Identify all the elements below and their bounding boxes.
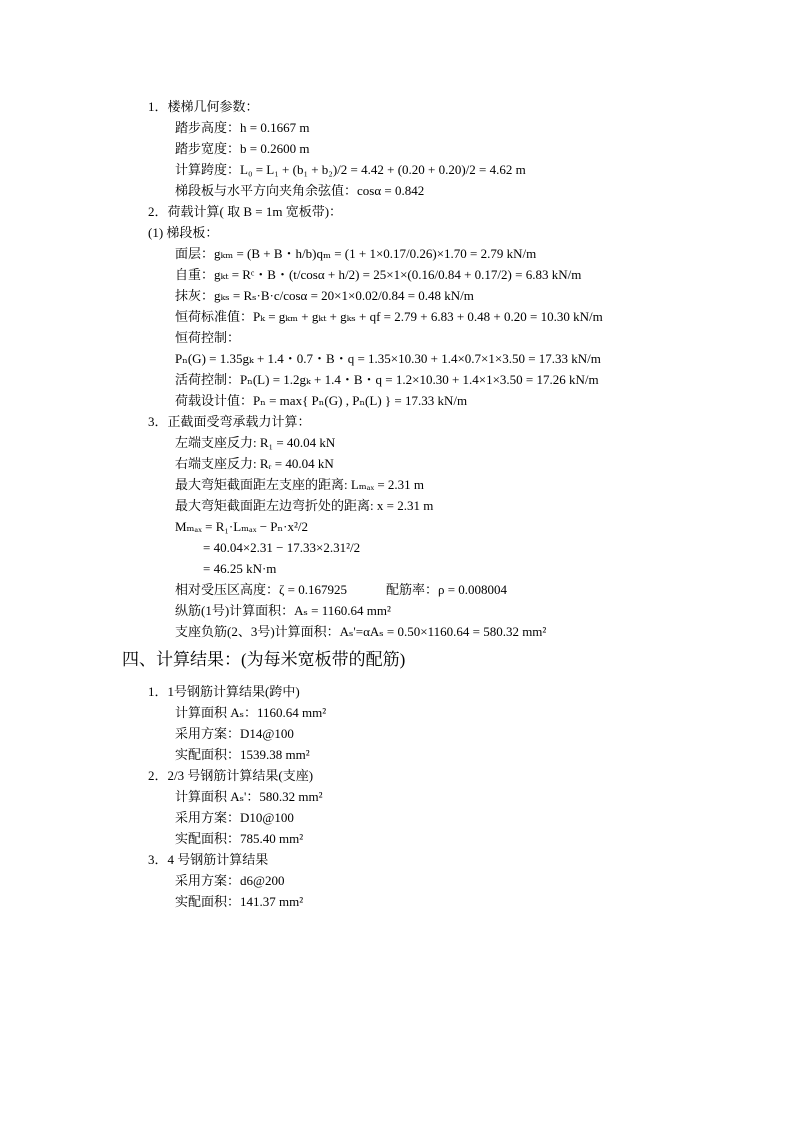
design-load: 荷载设计值：Pₙ = max{ Pₙ(G) , Pₙ(L) } = 17.33 kN/m bbox=[175, 393, 468, 408]
result-3-scheme: 采用方案：d6@200 bbox=[175, 873, 285, 888]
result-3-actual-area: 实配面积：141.37 mm² bbox=[175, 894, 304, 909]
heading-load: 2．荷载计算( 取 B = 1m 宽板带)： bbox=[148, 204, 343, 219]
live-load-control: 活荷控制：Pₙ(L) = 1.2gₖ + 1.4・B・q = 1.2×10.30 + 1.4×1×3.50 = 17.26 kN/m bbox=[175, 372, 599, 387]
heading-geometry: 1．楼梯几何参数： bbox=[148, 99, 259, 114]
max-moment-distance-left-bend: 最大弯矩截面距左边弯折处的距离: x = 2.31 m bbox=[175, 498, 434, 513]
result-2-scheme: 采用方案：D10@100 bbox=[175, 810, 294, 825]
dead-load-standard: 恒荷标准值：Pₖ = gₖₘ + gₖₜ + gₖₛ + qf = 2.79 + 6.83 + 0.48 + 0.20 = 10.30 kN/m bbox=[175, 309, 603, 324]
subheading-stair-slab: (1) 梯段板： bbox=[148, 225, 219, 240]
support-negative-bar-area: 支座负筋(2、3号)计算面积：Aₛ'=αAₛ = 0.50×1160.64 = 580.32 mm² bbox=[175, 624, 547, 639]
result-2-heading: 2．2/3 号钢筋计算结果(支座) bbox=[148, 768, 314, 783]
max-moment-formula: Mₘₐₓ = R₁·Lₘₐₓ − Pₙ·x²/2 bbox=[175, 519, 308, 534]
step-width: 踏步宽度：b = 0.2600 m bbox=[175, 141, 310, 156]
step-height: 踏步高度：h = 0.1667 m bbox=[175, 120, 310, 135]
result-1-heading: 1．1号钢筋计算结果(跨中) bbox=[148, 684, 300, 699]
self-weight: 自重：gₖₜ = Rᶜ・B・(t/cosα + h/2) = 25×1×(0.16/0.84 + 0.17/2) = 6.83 kN/m bbox=[175, 267, 582, 282]
angle-cosine: 梯段板与水平方向夹角余弦值：cosα = 0.842 bbox=[175, 183, 425, 198]
calc-span: 计算跨度：L₀ = L₁ + (b₁ + b₂)/2 = 4.42 + (0.20 + 0.20)/2 = 4.62 m bbox=[175, 162, 526, 177]
result-1-actual-area: 实配面积：1539.38 mm² bbox=[175, 747, 310, 762]
plaster: 抹灰：gₖₛ = Rₛ·B·c/cosα = 20×1×0.02/0.84 = 0.48 kN/m bbox=[175, 288, 474, 303]
left-reaction: 左端支座反力: R₁ = 40.04 kN bbox=[175, 435, 336, 450]
dead-load-control-label: 恒荷控制： bbox=[175, 330, 241, 345]
longitudinal-bar-area: 纵筋(1号)计算面积：Aₛ = 1160.64 mm² bbox=[175, 603, 391, 618]
heading-flexural: 3．正截面受弯承载力计算： bbox=[148, 414, 311, 429]
result-1-scheme: 采用方案：D14@100 bbox=[175, 726, 294, 741]
max-moment-distance-left-support: 最大弯矩截面距左支座的距离: Lₘₐₓ = 2.31 m bbox=[175, 477, 425, 492]
dead-load-control: Pₙ(G) = 1.35gₖ + 1.4・0.7・B・q = 1.35×10.30 + 1.4×0.7×1×3.50 = 17.33 kN/m bbox=[175, 351, 601, 366]
result-1-calc-area: 计算面积 Aₛ：1160.64 mm² bbox=[175, 705, 327, 720]
result-3-heading: 3．4 号钢筋计算结果 bbox=[148, 852, 269, 867]
section-results-heading: 四、计算结果：(为每米宽板带的配筋) bbox=[122, 650, 406, 669]
relative-compression-height: 相对受压区高度：ζ = 0.167925 配筋率：ρ = 0.008004 bbox=[175, 582, 508, 597]
max-moment-substitution: = 40.04×2.31 − 17.33×2.31²/2 bbox=[203, 540, 361, 555]
result-2-actual-area: 实配面积：785.40 mm² bbox=[175, 831, 304, 846]
result-2-calc-area: 计算面积 Aₛ'：580.32 mm² bbox=[175, 789, 323, 804]
max-moment-result: = 46.25 kN·m bbox=[203, 561, 277, 576]
right-reaction: 右端支座反力: Rᵣ = 40.04 kN bbox=[175, 456, 334, 471]
surface-layer: 面层：gₖₘ = (B + B・h/b)qₘ = (1 + 1×0.17/0.26)×1.70 = 2.79 kN/m bbox=[175, 246, 537, 261]
